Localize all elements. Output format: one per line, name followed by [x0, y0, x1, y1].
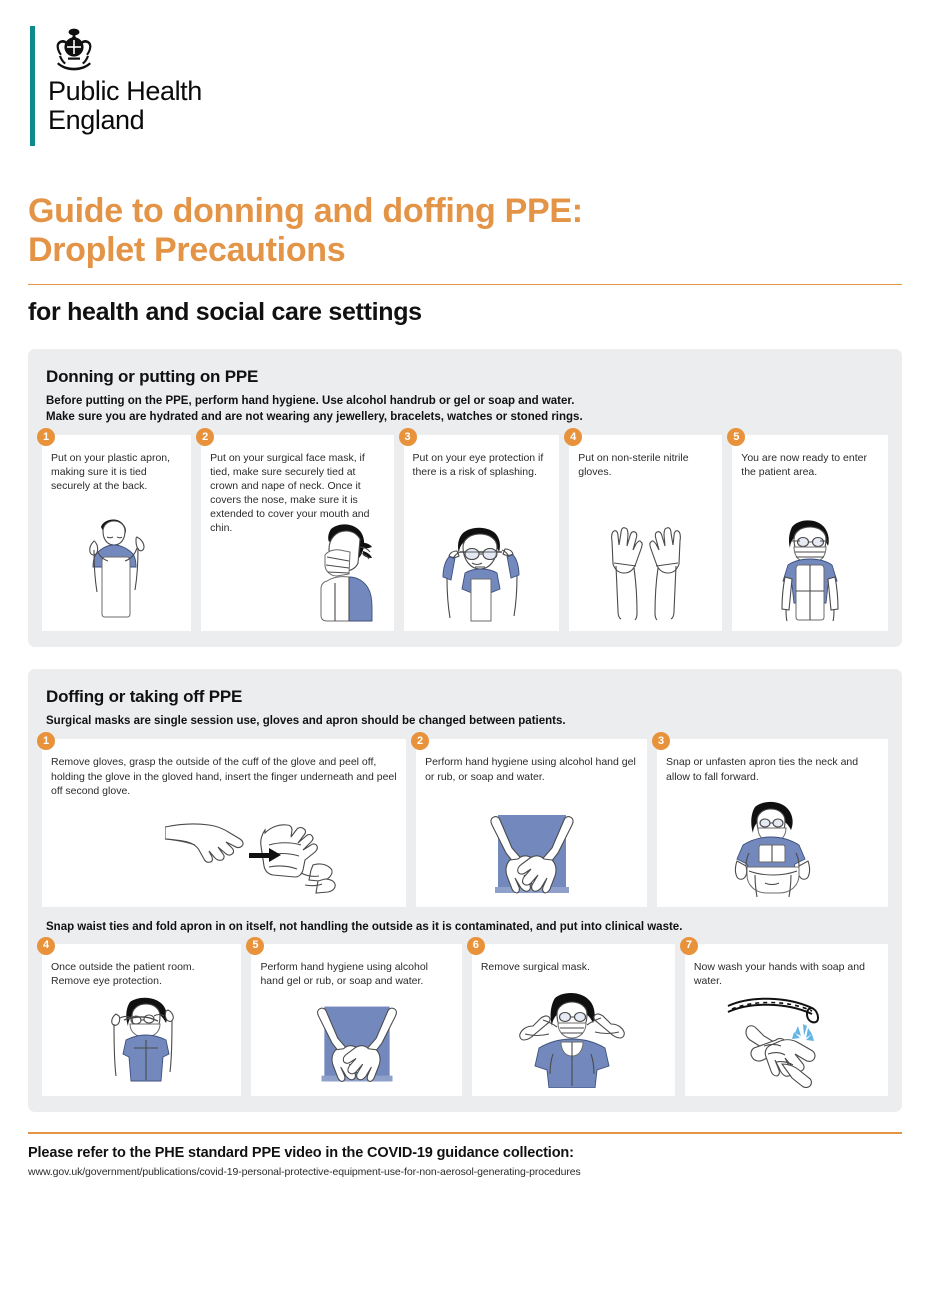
footer-divider [28, 1132, 902, 1134]
step-illustration [51, 798, 397, 900]
step-text: Put on non-sterile nitrile gloves. [578, 452, 689, 479]
footer-ppe: PPE [251, 1144, 281, 1161]
step-text: Once outside the patient room. Remove eye protection. [51, 960, 195, 987]
footer-covid19: COVID-19 [367, 1144, 433, 1161]
doffing-step-6 [472, 939, 675, 1096]
footer-suffix: guidance collection: [432, 1144, 574, 1161]
hand-hygiene-apron-icon [309, 1000, 405, 1088]
step-number-badge: 3 [652, 732, 670, 750]
phe-logo [28, 0, 902, 146]
step-number-badge: 2 [411, 732, 429, 750]
logo-line-public-health: Public Health [48, 76, 202, 106]
person-tying-apron-icon [67, 513, 167, 623]
doffing-panel [28, 669, 902, 1111]
donning-step-4 [569, 430, 722, 631]
step-number-badge: 1 [37, 732, 55, 750]
doffing-step-5 [251, 939, 461, 1096]
donning-step-2 [201, 430, 393, 631]
step-text: Remove surgical mask. [480, 960, 590, 973]
footer-prefix: Please refer to the [28, 1144, 155, 1161]
step-illustration [694, 988, 879, 1088]
footer [28, 1132, 902, 1178]
doffing-step-2 [416, 734, 647, 907]
logo-line-england: England [48, 105, 145, 136]
donning-steps-row [42, 430, 888, 631]
step-text: You are now ready to enter the patient area. [741, 452, 867, 479]
doffing-mid-note: Snap waist ties and fold apron in on itself, not handling the outside as it is contaminated, and put into clinical waste. [46, 921, 683, 934]
two-bare-hands-icon [590, 511, 702, 623]
step-number-badge: 5 [246, 937, 264, 955]
step-illustration [305, 519, 387, 623]
step-text: Perform hand hygiene using alcohol hand gel or rub, or soap and water. [260, 960, 428, 987]
person-removing-goggles-icon [90, 996, 194, 1088]
title-divider [28, 284, 902, 285]
donning-heading: Donning or putting on PPE [46, 366, 259, 386]
donning-intro-line2: Make sure you are hydrated and are not wearing any jewellery, bracelets, watches or stoned rings. [46, 410, 583, 423]
hand-hygiene-apron-icon [482, 809, 582, 899]
donning-intro [46, 393, 888, 426]
step-illustration [741, 479, 879, 623]
person-unfastening-apron-icon [713, 799, 833, 899]
step-number-badge: 3 [399, 428, 417, 446]
page-title [28, 192, 902, 270]
step-illustration [51, 988, 232, 1088]
step-text: Now wash your hands with soap and water. [693, 960, 865, 987]
footer-mid2: video in the [280, 1144, 368, 1161]
step-number-badge: 6 [467, 937, 485, 955]
footer-reference-line [28, 1145, 902, 1161]
doffing-steps-row-2 [42, 939, 888, 1096]
doffing-step-3 [657, 734, 888, 907]
washing-hands-under-tap-icon [720, 992, 852, 1088]
step-number-badge: 1 [37, 428, 55, 446]
step-illustration [51, 493, 182, 623]
footer-mid1: standard [184, 1144, 252, 1161]
doffing-intro: Surgical masks are single session use, gloves and apron should be changed between patients. [46, 715, 566, 728]
footer-url[interactable]: www.gov.uk/government/publications/covid-19-personal-protective-equipment-use-for-non-aerosol-generating-procedures [28, 1165, 581, 1178]
doffing-step-4 [42, 939, 241, 1096]
step-illustration [260, 988, 452, 1088]
footer-phe: PHE [154, 1144, 185, 1161]
donning-step-5 [732, 430, 888, 631]
doffing-heading: Doffing or taking off PPE [46, 687, 243, 707]
doffing-step-1 [42, 734, 406, 907]
person-putting-on-goggles-icon [427, 523, 535, 623]
step-illustration [578, 479, 713, 623]
logo-teal-bar [30, 26, 35, 146]
step-illustration [425, 784, 638, 900]
doffing-step-7 [685, 939, 888, 1096]
step-text: Remove gloves, grasp the outside of the cuff of the glove and peel off, holding the glove in the gloved hand, insert the finger underneath and peel off second glove. [51, 756, 397, 797]
step-text: Snap or unfasten apron ties the neck and allow to fall forward. [666, 756, 859, 783]
step-number-badge: 4 [564, 428, 582, 446]
page-title-line1: Guide to donning and doffing PPE: [28, 192, 583, 230]
doffing-steps-row-1 [42, 734, 888, 907]
step-text: Put on your plastic apron, making sure it is tied securely at the back. [51, 452, 171, 493]
step-number-badge: 7 [680, 937, 698, 955]
removing-glove-icon [165, 813, 375, 899]
donning-step-3 [404, 430, 560, 631]
person-removing-mask-icon [503, 992, 643, 1088]
step-text: Perform hand hygiene using alcohol hand gel or rub, or soap and water. [425, 756, 636, 783]
step-text: Put on your surgical face mask, if tied, make sure securely tied at crown and nape of neck. Once it covers the nose, make sure it is extended to cover your mouth and chin. [210, 452, 370, 535]
step-illustration [666, 784, 879, 900]
page-title-line2: Droplet Precautions [28, 230, 346, 269]
step-illustration [413, 479, 551, 623]
page-subtitle: for health and social care settings [28, 297, 422, 326]
step-number-badge: 5 [727, 428, 745, 446]
person-in-full-ppe-icon [758, 515, 862, 623]
donning-intro-line1: Before putting on the PPE, perform hand hygiene. Use alcohol handrub or gel or soap and water. [46, 394, 575, 407]
donning-step-1 [42, 430, 191, 631]
donning-panel [28, 349, 902, 648]
step-text: Put on your eye protection if there is a risk of splashing. [412, 452, 544, 479]
royal-coat-of-arms-icon [48, 26, 100, 73]
step-illustration [481, 974, 666, 1088]
step-number-badge: 2 [196, 428, 214, 446]
step-number-badge: 4 [37, 937, 55, 955]
person-wearing-surgical-mask-icon [305, 519, 387, 623]
